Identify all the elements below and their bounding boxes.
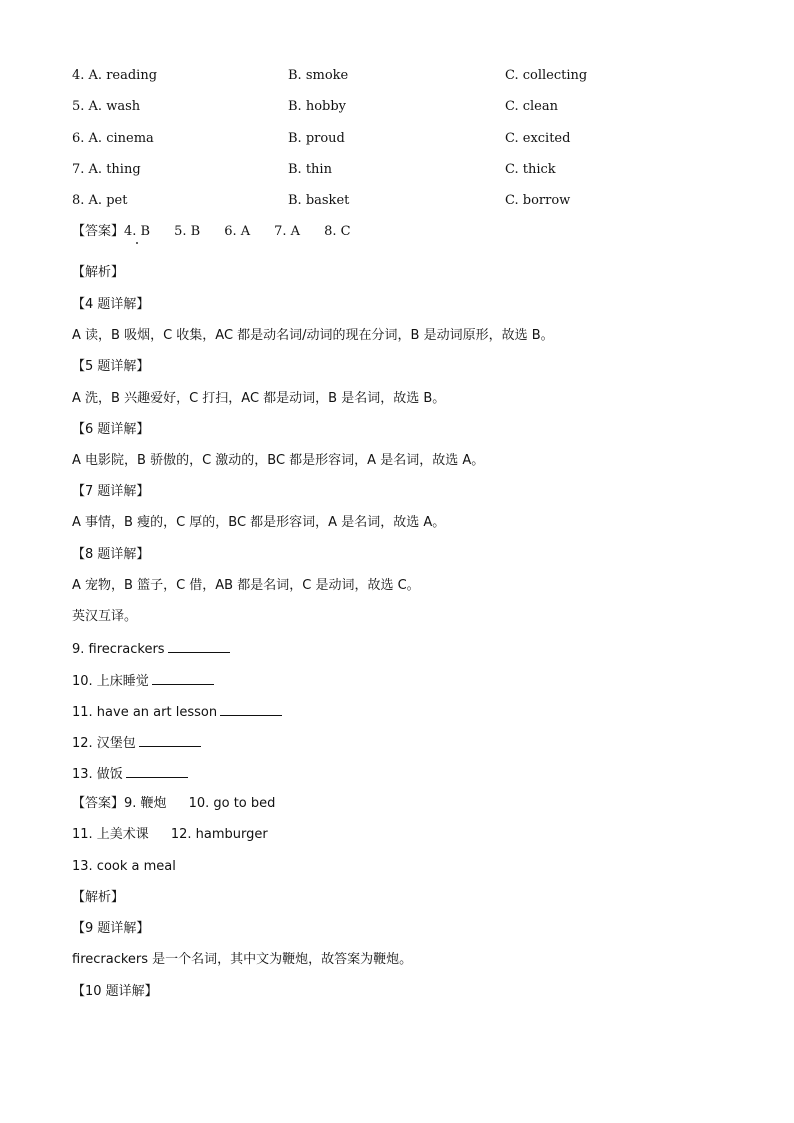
answer-line-2b — [72, 825, 268, 845]
option-a: 7. A. thing — [72, 162, 141, 177]
option-a: 4. A. reading — [72, 68, 158, 83]
question-13 — [72, 763, 188, 783]
question-text: 11. have an art lesson — [72, 705, 218, 720]
option-a: 5. A. wash — [72, 99, 141, 114]
answer-blank — [168, 638, 230, 653]
q5-detail-heading: 【5 题详解】 — [72, 359, 150, 374]
option-a: 8. A. pet — [72, 193, 128, 208]
option-a: 6. A. cinema — [72, 131, 154, 146]
option-c: C. clean — [505, 99, 559, 114]
q7-detail-heading: 【7 题详解】 — [72, 484, 150, 499]
q4-detail-heading: 【4 题详解】 — [72, 297, 150, 312]
option-b: B. smoke — [288, 68, 349, 83]
analysis-label: 【解析】 — [72, 890, 125, 905]
answer-item: 8. C — [324, 224, 351, 239]
answer-label: 【答案】 — [72, 796, 125, 811]
answer-item: 9. 鞭炮 — [124, 796, 167, 811]
answer-item: 12. hamburger — [170, 827, 268, 842]
q9-detail-heading: 【9 题详解】 — [72, 921, 150, 936]
question-text: 9. firecrackers — [72, 642, 165, 657]
question-9 — [72, 638, 230, 658]
question-12 — [72, 732, 201, 752]
option-c: C. collecting — [505, 68, 588, 83]
q4-detail-text: A 读，B 吸烟，C 收集，AC 都是动名词/动词的现在分词，B 是动词原形，故选 B。 — [72, 328, 554, 343]
answer-line-2c: 13. cook a meal — [72, 859, 176, 874]
q6-detail-text: A 电影院，B 骄傲的，C 激动的，BC 都是形容词，A 是名词，故选 A。 — [72, 453, 485, 468]
answer-blank — [152, 670, 214, 685]
option-b: B. proud — [288, 131, 345, 146]
question-text: 10. 上床睡觉 — [72, 674, 149, 689]
answer-line-1 — [72, 222, 375, 242]
question-11 — [72, 701, 282, 721]
q7-detail-text: A 事情，B 瘦的，C 厚的，BC 都是形容词，A 是名词，故选 A。 — [72, 515, 446, 530]
q10-detail-heading: 【10 题详解】 — [72, 984, 158, 999]
analysis-label: 【解析】 — [72, 265, 125, 280]
question-10 — [72, 670, 214, 690]
q8-detail-heading: 【8 题详解】 — [72, 547, 150, 562]
options-row-q8 — [72, 191, 722, 211]
options-row-q7 — [72, 160, 722, 180]
option-c: C. borrow — [505, 193, 571, 208]
q5-detail-text: A 洗，B 兴趣爱好，C 打扫，AC 都是动词，B 是名词，故选 B。 — [72, 391, 446, 406]
answer-item: 7. A — [274, 224, 301, 239]
options-row-q6 — [72, 129, 722, 149]
answer-item: 6. A — [224, 224, 251, 239]
section-title: 英汉互译。 — [72, 609, 138, 624]
answer-item: 5. B — [174, 224, 201, 239]
stray-dot — [136, 242, 138, 244]
answer-item: 10. go to bed — [188, 796, 276, 811]
answer-blank — [139, 732, 201, 747]
option-b: B. thin — [288, 162, 332, 177]
option-b: B. hobby — [288, 99, 347, 114]
option-c: C. thick — [505, 162, 556, 177]
q9-detail-text: firecrackers 是一个名词，其中文为鞭炮，故答案为鞭炮。 — [72, 952, 413, 967]
q8-detail-text: A 宠物，B 篮子，C 借，AB 都是名词，C 是动词，故选 C。 — [72, 578, 420, 593]
answer-item: 4. B — [124, 224, 151, 239]
question-text: 12. 汉堡包 — [72, 736, 136, 751]
answer-label: 【答案】 — [72, 224, 125, 239]
answer-blank — [220, 701, 282, 716]
answer-line-2a — [72, 794, 275, 814]
question-text: 13. 做饭 — [72, 767, 123, 782]
options-row-q5 — [72, 97, 722, 117]
option-b: B. basket — [288, 193, 350, 208]
answer-blank — [126, 763, 188, 778]
q6-detail-heading: 【6 题详解】 — [72, 422, 150, 437]
option-c: C. excited — [505, 131, 571, 146]
options-row-q4 — [72, 66, 722, 86]
answer-item: 11. 上美术课 — [72, 827, 149, 842]
